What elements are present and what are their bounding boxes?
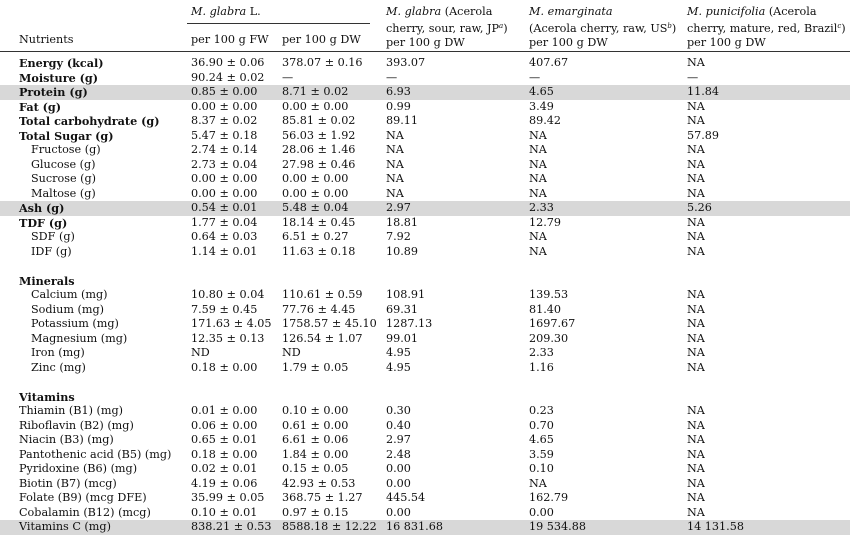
cell-br: NA [687, 302, 705, 316]
header-nutrients: Nutrients [19, 33, 74, 46]
row-label: Glucose (g) [31, 157, 96, 171]
header-us-line2-end: ) [671, 22, 677, 35]
cell-dw: 42.93 ± 0.53 [282, 476, 356, 490]
cell-br: NA [687, 476, 705, 490]
header-br-species: M. punicifolia [687, 5, 766, 18]
cell-us: NA [529, 172, 547, 185]
cell-dw: 0.00 ± 0.00 [282, 99, 349, 113]
cell-us: 0.10 [529, 462, 554, 475]
cell-br: NA [687, 230, 705, 243]
cell-dw: 0.15 ± 0.05 [282, 462, 349, 475]
cell-dw: — [282, 70, 294, 84]
cell-fw: 0.64 ± 0.03 [191, 230, 258, 243]
cell-jp: 4.95 [386, 360, 411, 374]
cell-jp: 7.92 [386, 230, 411, 243]
cell-dw: 110.61 ± 0.59 [282, 288, 363, 301]
header-jp-line2-text: cherry, sour, raw, JP [386, 22, 500, 35]
header-br-line2-end: ) [841, 22, 846, 35]
header-jp-line2-end: ) [503, 22, 508, 35]
cell-us: 4.65 [529, 85, 554, 98]
table-row [0, 404, 850, 419]
cell-br: NA [687, 331, 705, 345]
header-br-line2 [687, 19, 846, 36]
cell-fw: 1.14 ± 0.01 [191, 244, 258, 258]
cell-br: NA [687, 346, 705, 359]
cell-fw: 0.10 ± 0.01 [191, 505, 258, 519]
cell-us: 407.67 [529, 56, 569, 69]
header-jp-line1-rest: (Acerola [441, 5, 493, 18]
cell-br: NA [687, 215, 705, 229]
row-label: IDF (g) [31, 244, 72, 258]
header-mglabra [191, 5, 261, 19]
cell-dw: 378.07 ± 0.16 [282, 56, 363, 69]
cell-br: NA [687, 244, 705, 258]
cell-us: 4.65 [529, 433, 554, 446]
table-row [0, 172, 850, 187]
cell-jp: 99.01 [386, 331, 419, 345]
row-label: Maltose (g) [31, 186, 96, 200]
cell-fw: 4.19 ± 0.06 [191, 476, 258, 490]
row-label: Ash (g) [19, 201, 65, 215]
cell-dw: 1.84 ± 0.00 [282, 447, 349, 461]
header-jp-line1 [386, 5, 508, 19]
row-label: Sodium (mg) [31, 302, 105, 316]
header-us [529, 5, 676, 50]
table-row [0, 187, 850, 202]
cell-fw: 35.99 ± 0.05 [191, 491, 265, 504]
table-row [0, 245, 850, 260]
cell-fw: 10.80 ± 0.04 [191, 288, 265, 301]
cell-fw: 0.00 ± 0.00 [191, 186, 258, 200]
header-fw: per 100 g FW [191, 33, 269, 46]
cell-dw: 1.79 ± 0.05 [282, 360, 349, 374]
cell-fw: 0.65 ± 0.01 [191, 433, 258, 446]
cell-dw: ND [282, 346, 301, 359]
cell-dw: 5.48 ± 0.04 [282, 201, 349, 214]
cell-us: 81.40 [529, 302, 562, 316]
cell-fw: 0.00 ± 0.00 [191, 99, 258, 113]
cell-jp: 2.97 [386, 433, 411, 446]
table-row [0, 491, 850, 506]
table-row [0, 143, 850, 158]
cell-dw: 368.75 ± 1.27 [282, 491, 363, 504]
header-br-line2-text: cherry, mature, red, Brazil [687, 22, 838, 35]
header-br-line1-rest: (Acerola [765, 5, 817, 18]
cell-fw: 12.35 ± 0.13 [191, 331, 265, 345]
table-row [0, 158, 850, 173]
cell-fw: 171.63 ± 4.05 [191, 317, 272, 330]
cell-jp: NA [386, 157, 404, 171]
cell-jp: NA [386, 186, 404, 200]
header-jp-line3: per 100 g DW [386, 36, 465, 49]
row-label: Total Sugar (g) [19, 128, 114, 143]
cell-dw: 18.14 ± 0.45 [282, 215, 356, 229]
cell-jp: 6.93 [386, 85, 411, 98]
cell-us: 12.79 [529, 215, 562, 229]
cell-jp: NA [386, 172, 404, 185]
header-br-sup: c [837, 22, 842, 30]
row-label: Folate (B9) (mcg DFE) [19, 491, 147, 504]
cell-dw: 0.00 ± 0.00 [282, 186, 349, 200]
row-label: TDF (g) [19, 215, 68, 230]
table-row [0, 390, 850, 405]
cell-br: NA [687, 114, 705, 127]
cell-br: NA [687, 462, 705, 475]
cell-jp: 16 831.68 [386, 520, 443, 533]
cell-dw: 28.06 ± 1.46 [282, 143, 356, 156]
cell-br: NA [687, 317, 705, 330]
cell-us: NA [529, 157, 547, 171]
cell-jp: 393.07 [386, 56, 426, 69]
cell-dw: 0.00 ± 0.00 [282, 172, 349, 185]
header-jp-line2 [386, 19, 508, 36]
cell-dw: 27.98 ± 0.46 [282, 157, 356, 171]
table-row [0, 506, 850, 521]
table-row [0, 274, 850, 289]
cell-fw: 1.77 ± 0.04 [191, 215, 258, 229]
cell-br: NA [687, 143, 705, 156]
cell-jp: 18.81 [386, 215, 419, 229]
row-label: Vitamins [19, 389, 75, 404]
cell-jp: 0.40 [386, 418, 411, 432]
cell-br: NA [687, 186, 705, 200]
cell-jp: 108.91 [386, 288, 426, 301]
cell-us: 209.30 [529, 331, 569, 345]
cell-jp: 89.11 [386, 114, 419, 127]
cell-fw: 0.06 ± 0.00 [191, 418, 258, 432]
cell-br: NA [687, 418, 705, 432]
row-label: Protein (g) [19, 85, 88, 99]
cell-us: 89.42 [529, 114, 562, 127]
cell-dw: 77.76 ± 4.45 [282, 302, 356, 316]
spacer-row [0, 259, 850, 274]
header-jp-species: M. glabra [386, 5, 442, 18]
cell-us: 2.33 [529, 201, 554, 214]
row-label: Niacin (B3) (mg) [19, 433, 114, 446]
cell-fw: 7.59 ± 0.45 [191, 302, 258, 316]
cell-us: NA [529, 230, 547, 243]
cell-br: 11.84 [687, 85, 720, 98]
cell-jp: 0.00 [386, 476, 411, 490]
table-row [0, 288, 850, 303]
cell-jp: 4.95 [386, 346, 411, 359]
cell-dw: 11.63 ± 0.18 [282, 244, 356, 258]
table-row [0, 332, 850, 347]
table-row [0, 85, 850, 100]
table-row [0, 303, 850, 318]
cell-br: 14 131.58 [687, 520, 744, 533]
cell-jp: 0.00 [386, 505, 411, 519]
cell-us: 139.53 [529, 288, 569, 301]
table-row [0, 230, 850, 245]
row-label: Riboflavin (B2) (mg) [19, 418, 134, 432]
cell-us: 0.00 [529, 505, 554, 519]
cell-fw: 8.37 ± 0.02 [191, 114, 258, 127]
header-mglabra-species: M. glabra [191, 5, 247, 18]
row-label: Zinc (mg) [31, 360, 86, 374]
cell-us: — [529, 70, 541, 84]
cell-jp: 0.99 [386, 99, 411, 113]
cell-fw: 5.47 ± 0.18 [191, 128, 258, 142]
table-row [0, 361, 850, 376]
cell-dw: 0.97 ± 0.15 [282, 505, 349, 519]
cell-fw: 90.24 ± 0.02 [191, 70, 265, 84]
row-label: Fat (g) [19, 99, 62, 114]
cell-us: NA [529, 476, 547, 490]
row-label: Cobalamin (B12) (mcg) [19, 505, 151, 519]
cell-jp: 0.30 [386, 404, 411, 417]
cell-br: NA [687, 172, 705, 185]
cell-dw: 126.54 ± 1.07 [282, 331, 363, 345]
row-label: Vitamins C (mg) [19, 520, 111, 533]
table-row [0, 317, 850, 332]
cell-dw: 8588.18 ± 12.22 [282, 520, 377, 533]
cell-fw: 0.18 ± 0.00 [191, 360, 258, 374]
table-row [0, 448, 850, 463]
cell-dw: 6.51 ± 0.27 [282, 230, 349, 243]
cell-jp: 0.00 [386, 462, 411, 475]
cell-br: 5.26 [687, 201, 712, 214]
cell-us: 1.16 [529, 360, 554, 374]
table-row [0, 71, 850, 86]
cell-br: — [687, 70, 699, 84]
row-label: Potassium (mg) [31, 317, 119, 330]
header-underline [187, 23, 370, 24]
table-row [0, 201, 850, 216]
cell-jp: 445.54 [386, 491, 426, 504]
row-label: Pyridoxine (B6) (mg) [19, 462, 138, 475]
cell-us: 3.49 [529, 99, 554, 113]
cell-br: NA [687, 505, 705, 519]
cell-fw: 2.74 ± 0.14 [191, 143, 258, 156]
cell-br: NA [687, 447, 705, 461]
table-row [0, 477, 850, 492]
header-us-line2 [529, 19, 676, 36]
row-label: Fructose (g) [31, 143, 101, 156]
cell-us: 3.59 [529, 447, 554, 461]
cell-us: NA [529, 186, 547, 200]
cell-dw: 8.71 ± 0.02 [282, 85, 349, 98]
header-br [687, 5, 846, 50]
table-row [0, 129, 850, 144]
row-label: Pantothenic acid (B5) (mg) [19, 447, 172, 461]
header-us-species: M. emarginata [529, 5, 613, 18]
header-mglabra-suffix: L. [246, 5, 261, 18]
table-row [0, 419, 850, 434]
cell-fw: 0.01 ± 0.00 [191, 404, 258, 417]
cell-jp: 2.97 [386, 201, 411, 214]
spacer-row [0, 375, 850, 390]
cell-jp: NA [386, 143, 404, 156]
header-br-line1 [687, 5, 846, 19]
cell-jp: 2.48 [386, 447, 411, 461]
cell-fw: 0.02 ± 0.01 [191, 462, 258, 475]
table-row [0, 56, 850, 71]
cell-jp: 69.31 [386, 302, 419, 316]
row-label: Iron (mg) [31, 346, 85, 359]
cell-br: NA [687, 99, 705, 113]
row-label: Total carbohydrate (g) [19, 114, 160, 128]
cell-br: NA [687, 288, 705, 301]
header-bottom-rule [0, 51, 850, 52]
cell-fw: 0.18 ± 0.00 [191, 447, 258, 461]
row-label: Magnesium (mg) [31, 331, 128, 345]
table-row [0, 346, 850, 361]
cell-br: NA [687, 491, 705, 504]
row-label: Moisture (g) [19, 70, 99, 85]
table-row [0, 462, 850, 477]
cell-br: NA [687, 360, 705, 374]
header-us-line3: per 100 g DW [529, 36, 608, 49]
cell-fw: 0.85 ± 0.00 [191, 85, 258, 98]
cell-br: 57.89 [687, 128, 720, 142]
row-label: Minerals [19, 273, 75, 288]
row-label: SDF (g) [31, 230, 75, 243]
table-row [0, 100, 850, 115]
header-us-line1 [529, 5, 676, 19]
cell-fw: 838.21 ± 0.53 [191, 520, 272, 533]
cell-fw: ND [191, 346, 210, 359]
cell-br: NA [687, 56, 705, 69]
cell-dw: 85.81 ± 0.02 [282, 114, 356, 127]
header-us-sup: b [667, 22, 672, 30]
row-label: Energy (kcal) [19, 56, 104, 70]
cell-dw: 0.10 ± 0.00 [282, 404, 349, 417]
cell-dw: 1758.57 ± 45.10 [282, 317, 377, 330]
cell-jp: — [386, 70, 398, 84]
cell-jp: NA [386, 128, 404, 142]
cell-jp: 10.89 [386, 244, 419, 258]
cell-fw: 0.54 ± 0.01 [191, 201, 258, 214]
cell-us: 162.79 [529, 491, 569, 504]
row-label: Calcium (mg) [31, 288, 108, 301]
cell-dw: 56.03 ± 1.92 [282, 128, 356, 142]
table-row [0, 433, 850, 448]
cell-br: NA [687, 157, 705, 171]
row-label: Sucrose (g) [31, 172, 97, 185]
cell-us: 2.33 [529, 346, 554, 359]
header-jp [386, 5, 508, 50]
table-row [0, 114, 850, 129]
row-label: Thiamin (B1) (mg) [19, 404, 123, 417]
header-br-line3: per 100 g DW [687, 36, 766, 49]
cell-br: NA [687, 433, 705, 446]
cell-br: NA [687, 404, 705, 417]
header-dw: per 100 g DW [282, 33, 361, 46]
header-us-line2-text: (Acerola cherry, raw, US [529, 22, 668, 35]
cell-dw: 0.61 ± 0.00 [282, 418, 349, 432]
cell-fw: 36.90 ± 0.06 [191, 56, 265, 69]
cell-us: NA [529, 128, 547, 142]
cell-us: 0.70 [529, 418, 554, 432]
header-jp-sup: a [499, 22, 504, 30]
cell-jp: 1287.13 [386, 317, 433, 330]
cell-fw: 0.00 ± 0.00 [191, 172, 258, 185]
table-row [0, 216, 850, 231]
cell-us: NA [529, 143, 547, 156]
table-row [0, 520, 850, 535]
cell-us: 0.23 [529, 404, 554, 417]
cell-us: NA [529, 244, 547, 258]
cell-us: 19 534.88 [529, 520, 586, 533]
cell-dw: 6.61 ± 0.06 [282, 433, 349, 446]
cell-us: 1697.67 [529, 317, 576, 330]
cell-fw: 2.73 ± 0.04 [191, 157, 258, 171]
row-label: Biotin (B7) (mcg) [19, 476, 117, 490]
